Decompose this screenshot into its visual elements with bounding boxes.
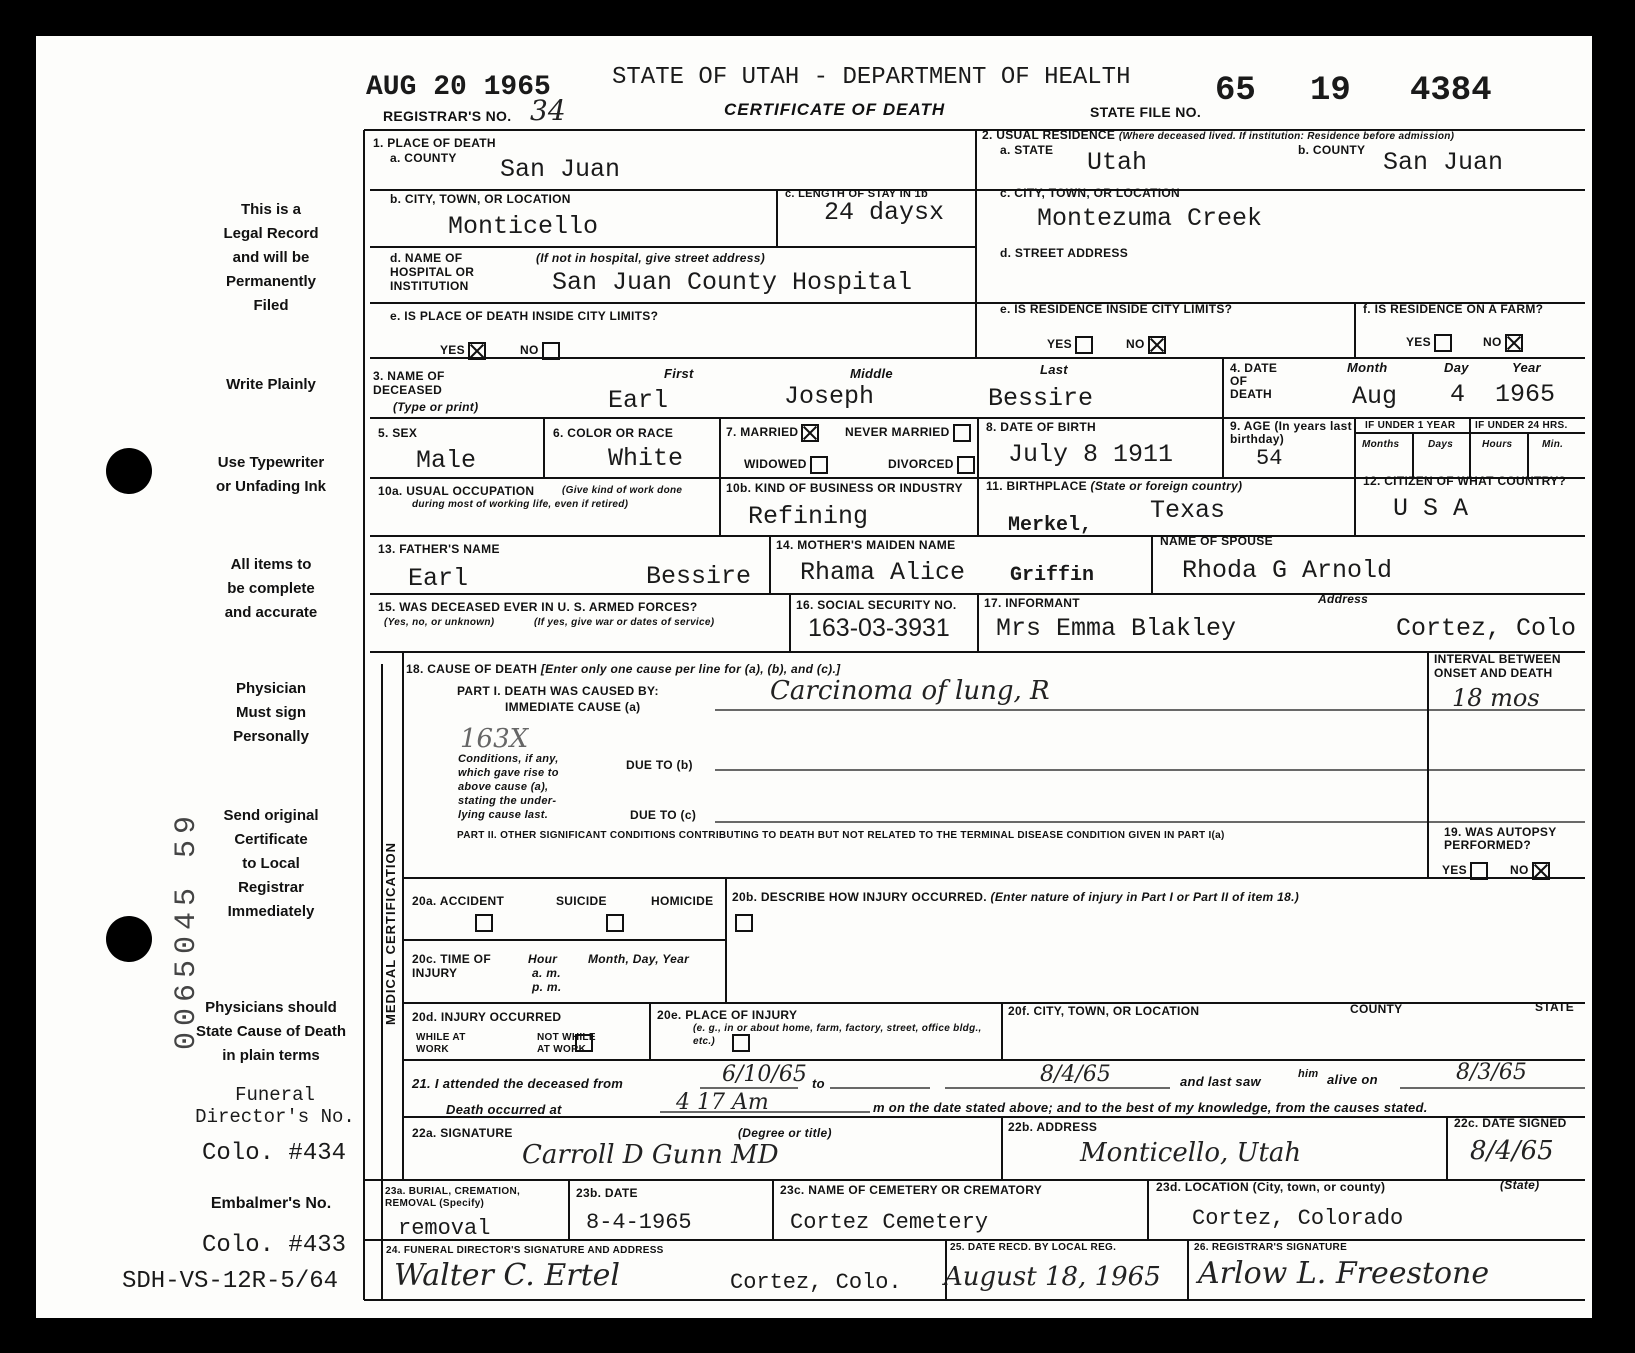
- document-title: CERTIFICATE OF DEATH: [724, 100, 946, 119]
- length-of-stay-label: c. LENGTH OF STAY IN 1b: [785, 188, 928, 200]
- interval-label: INTERVAL BETWEEN ONSET AND DEATH: [1434, 652, 1561, 680]
- homicide-checkbox[interactable]: [735, 914, 753, 932]
- hospital-name: San Juan County Hospital: [552, 268, 913, 297]
- to-label: to: [812, 1076, 825, 1091]
- birthplace-city: Merkel,: [1008, 514, 1093, 537]
- sex: Male: [416, 446, 477, 475]
- funeral-director-signature: Walter C. Ertel: [394, 1258, 620, 1293]
- business-label: 10b. KIND OF BUSINESS OR INDUSTRY: [726, 481, 963, 495]
- homicide-label: HOMICIDE: [651, 894, 714, 908]
- middle-label: Middle: [850, 366, 893, 381]
- typewriter-note: Use Typewriter or Unfading Ink: [216, 454, 326, 495]
- date-received-label: 25. DATE RECD. BY LOCAL REG.: [950, 1242, 1117, 1253]
- age: 54: [1256, 446, 1283, 471]
- last-label: Last: [1040, 362, 1068, 377]
- father-label: 13. FATHER'S NAME: [378, 542, 500, 556]
- occupation-note: (Give kind of work done during most of working life, even if retired): [412, 485, 683, 510]
- days-label: Days: [1428, 439, 1454, 450]
- business: Refining: [748, 502, 869, 531]
- attended-from: 6/10/65: [722, 1062, 807, 1087]
- name-label: 3. NAME OF DECEASED: [373, 369, 445, 397]
- checkbox[interactable]: [957, 456, 975, 474]
- due-to-c-label: DUE TO (c): [630, 808, 697, 822]
- part1-label: PART I. DEATH WAS CAUSED BY:: [457, 684, 659, 698]
- first-label: First: [664, 366, 694, 381]
- date-signed: 8/4/65: [1470, 1136, 1554, 1166]
- cemetery-label: 23c. NAME OF CEMETERY OR CREMATORY: [780, 1183, 1043, 1197]
- length-of-stay: 24 daysx: [824, 198, 945, 227]
- informant-address-label: Address: [1318, 592, 1369, 606]
- registrar-no-label: REGISTRAR'S NO.: [383, 108, 512, 124]
- citizen-label: 12. CITIZEN OF WHAT COUNTRY?: [1363, 474, 1567, 488]
- under-1-year-label: IF UNDER 1 YEAR: [1365, 420, 1456, 431]
- suicide-checkbox[interactable]: [606, 914, 624, 932]
- embalmer-label: Embalmer's No.: [210, 1195, 332, 1212]
- dob-label: 8. DATE OF BIRTH: [986, 420, 1096, 434]
- funeral-director-sig-label: 24. FUNERAL DIRECTOR'S SIGNATURE AND ADDRESS: [386, 1245, 664, 1256]
- checkbox-checked[interactable]: [468, 342, 486, 360]
- place-of-injury-note: (e. g., in or about home, farm, factory, street, office bldg., etc.): [693, 1023, 982, 1047]
- burial-label: 23a. BURIAL, CREMATION, REMOVAL (Specify): [385, 1186, 521, 1209]
- not-at-work-label: NOT WHILE AT WORK: [537, 1032, 596, 1055]
- filed-date-stamp: AUG 20 1965: [366, 72, 551, 103]
- registrar-no: 34: [530, 94, 566, 127]
- res-inside-city-label: e. IS RESIDENCE INSIDE CITY LIMITS?: [1000, 302, 1233, 316]
- autopsy-no[interactable]: NO: [1510, 862, 1550, 880]
- death-year: 1965: [1495, 380, 1556, 409]
- spouse-name: Rhoda G Arnold: [1182, 556, 1393, 585]
- write-plainly-note: Write Plainly: [226, 376, 316, 393]
- time-of-death: 4 17 Am: [676, 1090, 769, 1115]
- birthplace-label: 11. BIRTHPLACE (State or foreign country): [986, 479, 1243, 493]
- farm-no[interactable]: NO: [1483, 334, 1523, 352]
- checkbox[interactable]: [542, 342, 560, 360]
- cause-plain-note: Physicians should State Cause of Death in plain terms: [195, 999, 347, 1064]
- death-county: San Juan: [500, 155, 621, 184]
- under-24-hrs-label: IF UNDER 24 HRS.: [1475, 420, 1568, 431]
- month-label: Month: [1347, 360, 1388, 375]
- res-street-label: d. STREET ADDRESS: [1000, 246, 1129, 260]
- checkbox-checked[interactable]: [1148, 336, 1166, 354]
- due-to-b-label: DUE TO (b): [626, 758, 693, 772]
- checkbox[interactable]: [810, 456, 828, 474]
- physician-signature: Carroll D Gunn MD: [522, 1140, 779, 1170]
- age-label: 9. AGE (In years last birthday): [1230, 419, 1352, 446]
- social-security-number: 163-03-3931: [808, 614, 950, 642]
- spouse-label: NAME OF SPOUSE: [1160, 534, 1273, 548]
- conditions-note: Conditions, if any, which gave rise to above cause (a), stating the under- lying cause last.: [458, 753, 559, 821]
- res-inside-city-no[interactable]: NO: [1126, 336, 1166, 354]
- farm-label: f. IS RESIDENCE ON A FARM?: [1363, 302, 1544, 316]
- burial-date: 8-4-1965: [586, 1210, 692, 1235]
- physician-note: Physician Must sign Personally: [233, 680, 309, 745]
- location-state-label: (State): [1500, 1178, 1540, 1192]
- day-label: Day: [1444, 360, 1469, 375]
- mother-last: Griffin: [1010, 564, 1095, 587]
- funeral-director-no: Colo. #434: [202, 1140, 347, 1167]
- place-of-death-label: 1. PLACE OF DEATH: [373, 136, 496, 150]
- date-signed-label: 22c. DATE SIGNED: [1454, 1116, 1567, 1130]
- mother-label: 14. MOTHER'S MAIDEN NAME: [776, 538, 956, 552]
- occupation-label: 10a. USUAL OCCUPATION: [378, 484, 535, 498]
- part2-label: PART II. OTHER SIGNIFICANT CONDITIONS CONTRIBUTING TO DEATH BUT NOT RELATED TO THE TERMINAL DISEASE CONDITION GIVEN IN PART I(a): [457, 830, 1225, 841]
- checkbox[interactable]: [953, 424, 971, 442]
- hour-label: Hour: [528, 952, 558, 966]
- embalmer-no: Colo. #433: [202, 1232, 347, 1259]
- accident-checkbox[interactable]: [475, 914, 493, 932]
- disposition: removal: [398, 1216, 491, 1241]
- state-file-no-seq: 4384: [1410, 72, 1492, 110]
- inside-city-label: e. IS PLACE OF DEATH INSIDE CITY LIMITS?: [390, 309, 659, 323]
- death-city-label: b. CITY, TOWN, OR LOCATION: [390, 192, 571, 206]
- attended-label: 21. I attended the deceased from: [412, 1076, 624, 1091]
- attended-to: 8/4/65: [1040, 1062, 1111, 1087]
- agency-title: STATE OF UTAH - DEPARTMENT OF HEALTH: [612, 64, 1131, 91]
- registrar-sig-label: 26. REGISTRAR'S SIGNATURE: [1194, 1242, 1348, 1253]
- res-county: San Juan: [1383, 148, 1504, 177]
- complete-note: All items to be complete and accurate: [224, 556, 318, 621]
- res-inside-city-yes[interactable]: YES: [1047, 336, 1093, 354]
- minutes-label: Min.: [1542, 439, 1564, 450]
- res-city-label: c. CITY, TOWN, OR LOCATION: [1000, 186, 1181, 200]
- cemetery-name: Cortez Cemetery: [790, 1210, 989, 1235]
- sex-label: 5. SEX: [378, 426, 418, 440]
- farm-yes[interactable]: YES: [1406, 334, 1452, 352]
- death-day: 4: [1450, 380, 1466, 409]
- injury-city-label: 20f. CITY, TOWN, OR LOCATION: [1008, 1004, 1200, 1018]
- physician-address-label: 22b. ADDRESS: [1008, 1120, 1098, 1134]
- degree-label: (Degree or title): [738, 1126, 832, 1140]
- pm-label: p. m.: [532, 980, 562, 994]
- send-original-note: Send original Certificate to Local Registrar Immediately: [223, 807, 319, 920]
- res-county-label: b. COUNTY: [1298, 143, 1366, 157]
- date-received: August 18, 1965: [944, 1262, 1161, 1292]
- deceased-first-name: Earl: [608, 386, 669, 415]
- checkbox[interactable]: [1434, 334, 1452, 352]
- death-city: Monticello: [448, 212, 599, 241]
- death-occurred-label: Death occurred at: [446, 1102, 562, 1117]
- date-of-birth: July 8 1911: [1008, 440, 1174, 469]
- father-first: Earl: [408, 564, 469, 593]
- state-file-no-county: 19: [1310, 72, 1351, 110]
- father-last: Bessire: [646, 562, 752, 591]
- funeral-director-label: Funeral Director's No.: [195, 1084, 355, 1128]
- injury-county-label: COUNTY: [1350, 1002, 1403, 1016]
- months-label: Months: [1362, 439, 1400, 450]
- cause-code: 163X: [460, 724, 529, 754]
- checkbox[interactable]: [1075, 336, 1093, 354]
- accident-label: 20a. ACCIDENT: [412, 894, 505, 908]
- citizen-country: U S A: [1393, 494, 1469, 523]
- checkbox-checked[interactable]: [1505, 334, 1523, 352]
- injury-occurred-label: 20d. INJURY OCCURRED: [412, 1010, 562, 1024]
- hospital-label: d. NAME OF HOSPITAL OR INSTITUTION: [390, 251, 475, 293]
- date-of-death-label: 4. DATE OF DEATH: [1230, 361, 1278, 401]
- hospital-note: (If not in hospital, give street address): [536, 251, 766, 265]
- form-number: SDH-VS-12R-5/64: [122, 1268, 339, 1295]
- deceased-middle-name: Joseph: [784, 382, 875, 411]
- deceased-last-name: Bessire: [988, 384, 1094, 413]
- checkbox-checked[interactable]: [1532, 862, 1550, 880]
- residence-label: 2. USUAL RESIDENCE (Where deceased lived. If institution: Residence before admission): [982, 128, 1455, 142]
- checkbox-checked[interactable]: [801, 424, 819, 442]
- interval-a: 18 mos: [1452, 684, 1540, 712]
- death-month: Aug: [1352, 382, 1398, 411]
- death-county-label: a. COUNTY: [390, 151, 457, 165]
- state-file-label: STATE FILE NO.: [1090, 104, 1202, 120]
- cause-of-death-label: 18. CAUSE OF DEATH [Enter only one cause per line for (a), (b), and (c).]: [406, 662, 841, 676]
- immediate-cause-label: IMMEDIATE CAUSE (a): [505, 700, 641, 714]
- state-file-no-year: 65: [1215, 72, 1256, 110]
- name-sub-label: (Type or print): [393, 400, 479, 414]
- am-label: a. m.: [532, 966, 561, 980]
- suicide-label: SUICIDE: [556, 894, 607, 908]
- res-city: Montezuma Creek: [1037, 204, 1263, 233]
- death-inside-city-yes[interactable]: YES: [440, 342, 486, 360]
- immediate-cause: Carcinoma of lung, R: [770, 676, 1050, 706]
- knowledge-statement: m on the date stated above; and to the best of my knowledge, from the causes stated.: [873, 1100, 1428, 1115]
- serial-number: 0065045 59: [170, 809, 204, 1050]
- burial-date-label: 23b. DATE: [576, 1186, 638, 1200]
- legal-record-note: This is a Legal Record and will be Permanently Filed: [223, 201, 319, 314]
- injury-state-label: STATE: [1535, 1000, 1575, 1014]
- race: White: [608, 444, 684, 473]
- alive-on-label: alive on: [1327, 1072, 1378, 1087]
- year-label: Year: [1512, 360, 1541, 375]
- marital-married[interactable]: 7. MARRIED: [726, 424, 819, 442]
- res-state: Utah: [1087, 148, 1148, 177]
- informant-address: Cortez, Colo: [1396, 614, 1577, 643]
- time-of-injury-label: 20c. TIME OF INJURY: [412, 952, 491, 980]
- month-day-year-label: Month, Day, Year: [588, 952, 690, 966]
- marital-widowed[interactable]: WIDOWED: [744, 456, 828, 474]
- hours-label: Hours: [1482, 439, 1513, 450]
- informant-label: 17. INFORMANT: [984, 596, 1080, 610]
- last-saw-label: and last saw: [1180, 1074, 1261, 1089]
- autopsy-yes[interactable]: YES: [1442, 862, 1488, 880]
- death-inside-city-no[interactable]: NO: [520, 342, 560, 360]
- informant-name: Mrs Emma Blakley: [996, 614, 1237, 643]
- mother-first: Rhama Alice: [800, 558, 966, 587]
- registrar-signature: Arlow L. Freestone: [1198, 1256, 1490, 1291]
- armed-forces-sub1: (Yes, no, or unknown): [384, 617, 495, 628]
- location-label: 23d. LOCATION (City, town, or county): [1156, 1180, 1386, 1194]
- while-at-work-label: WHILE AT WORK: [416, 1032, 466, 1055]
- signature-label: 22a. SIGNATURE: [412, 1126, 513, 1140]
- birthplace-state: Texas: [1150, 496, 1226, 525]
- checkbox[interactable]: [1470, 862, 1488, 880]
- alive-date: 8/3/65: [1456, 1060, 1527, 1085]
- funeral-director-address: Cortez, Colo.: [730, 1270, 902, 1295]
- marital-never-married[interactable]: NEVER MARRIED: [845, 424, 971, 442]
- physician-address: Monticello, Utah: [1080, 1138, 1302, 1168]
- armed-forces-label: 15. WAS DECEASED EVER IN U. S. ARMED FORCES?: [378, 600, 698, 614]
- injury-how-label: 20b. DESCRIBE HOW INJURY OCCURRED. (Enter nature of injury in Part I or Part II of item 18.): [732, 890, 1300, 904]
- armed-forces-sub2: (If yes, give war or dates of service): [534, 617, 715, 628]
- burial-location: Cortez, Colorado: [1192, 1206, 1404, 1231]
- marital-divorced[interactable]: DIVORCED: [888, 456, 975, 474]
- place-of-injury-label: 20e. PLACE OF INJURY: [657, 1008, 798, 1022]
- him-label: him: [1298, 1068, 1319, 1080]
- ssn-label: 16. SOCIAL SECURITY NO.: [796, 598, 957, 612]
- autopsy-label: 19. WAS AUTOPSY PERFORMED?: [1444, 825, 1557, 852]
- race-label: 6. COLOR OR RACE: [553, 426, 674, 440]
- medical-certification-label: MEDICAL CERTIFICATION: [383, 841, 398, 1025]
- res-state-label: a. STATE: [1000, 143, 1054, 157]
